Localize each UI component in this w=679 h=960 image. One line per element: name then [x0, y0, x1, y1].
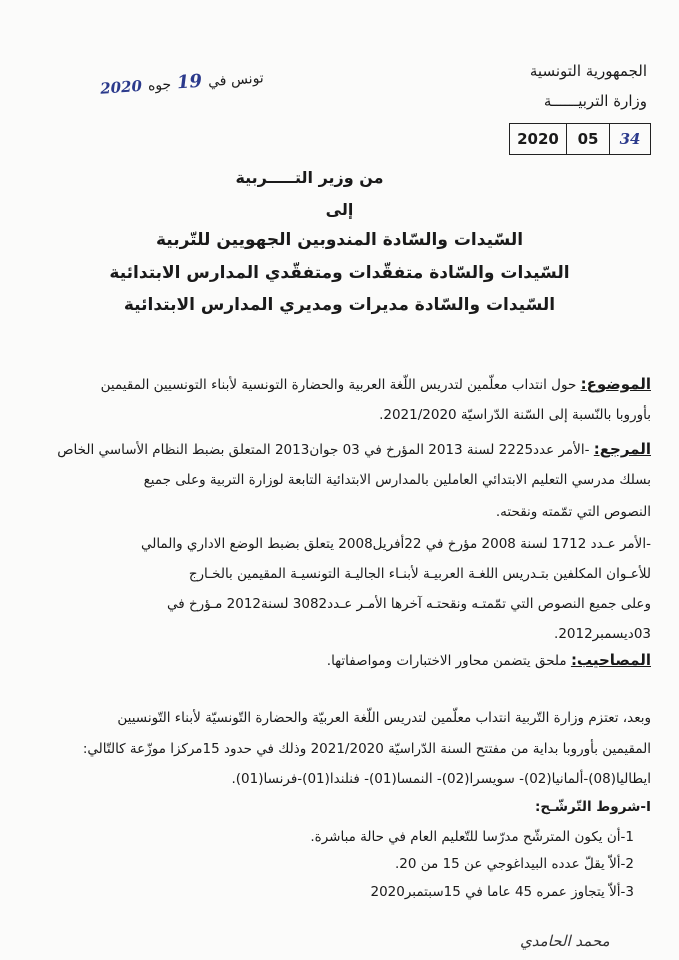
attachments-label: المصاحيب:: [570, 651, 651, 669]
reference-text-2: النصوص التي تمّمته ونقحته.: [495, 504, 651, 520]
body-line-0: وبعد، تعتزم وزارة التّربية انتداب معلّمين لتدريس اللّغة العربيّة والحضارة التّونسيّة لأبناء التّونسيين: [117, 710, 651, 726]
addressee-line-3: السّيدات والسّادة مديرات ومديري المدارس الابتدائية: [123, 295, 556, 315]
ref-year: 2020: [517, 130, 559, 148]
condition-item-1: 1-أن يكون المترشّح مدرّسا للتّعليم العام في حالة مباشرة.: [310, 829, 634, 845]
subject-text-2: بأوروبا بالنّسبة إلى السّنة الدّراسيّة 2021/2020.: [379, 407, 651, 423]
addressee-line-1: السّيدات والسّادة المندوبين الجهويين للتّربية: [155, 230, 524, 250]
ref-number: 34: [609, 124, 650, 154]
date-prefix: تونس في: [207, 70, 265, 91]
conditions-title: I-شروط التّرشّـح:: [534, 799, 651, 815]
reference-line-1: [27, 440, 651, 458]
sender: من وزير التـــــربية: [235, 168, 384, 187]
reference-text-3: -الأمر عـدد 1712 لسنة 2008 مؤرخ في 22أفريل2008 يتعلق بضبط الوضع الاداري والمالي: [140, 536, 651, 552]
attachments-line: [27, 651, 651, 669]
condition-item-3: 3-ألاّ يتجاوز عمره 45 عاما في 15سبتمبر2020: [370, 884, 634, 900]
date-day: 19: [176, 70, 203, 94]
reference-text-1: بسلك مدرسي التعليم الابتدائي العاملين بالمدارس الابتدائية التابعة لوزارة التربية وعلى جميع: [143, 472, 651, 488]
condition-item-2: 2-ألاّ يقلّ عدده البيداغوجي عن 15 من 20.: [395, 856, 634, 872]
reference-label: المرجع:: [593, 440, 651, 458]
ministry-name: وزارة التربيــــــة: [543, 92, 647, 110]
ref-month: 05: [566, 124, 609, 154]
to-label: إلى: [325, 200, 354, 219]
reference-number-box: [509, 123, 651, 155]
signature: محمد الحامدي: [520, 932, 610, 950]
date-month: جوه: [147, 76, 172, 95]
subject-label: الموضوع:: [580, 375, 651, 393]
reference-text-5: وعلى جميع النصوص التي تمّمتـه ونقحتـه آخرها الأمـر عـدد3082 لسنة2012 مـؤرخ في: [166, 596, 651, 612]
date-stamp: [99, 66, 264, 98]
subject-line-1: [27, 375, 651, 393]
reference-text-0: -الأمر عدد2225 لسنة 2013 المؤرخ في 03 جوان2013 المتعلق بضبط النظام الأساسي الخاص: [57, 442, 590, 458]
attachments-text: ملحق يتضمن محاور الاختبارات ومواصفاتها.: [326, 653, 567, 669]
body-line-1: المقيمين بأوروبا بداية من مفتتح السنة الدّراسيّة 2021/2020 وذلك في حدود 15مركزا موزّعة كالتّالي:: [82, 741, 651, 757]
reference-text-6: 03ديسمبر2012.: [554, 626, 651, 642]
reference-text-4: للأعـوان المكلفين بتـدريس اللغـة العربيـة لأبنـاء الجاليـة التونسيـة المقيمين بالخـارج: [188, 566, 651, 582]
addressee-line-2: السّيدات والسّادة متفقّدات ومتفقّدي المدارس الابتدائية: [109, 263, 570, 283]
subject-text-1: حول انتداب معلّمين لتدريس اللّغة العربية والحضارة التونسية لأبناء التونسيين المقيمين: [100, 377, 577, 393]
body-line-2: ايطاليا(08)-ألمانيا(02)- سويسرا(02)- النمسا(01)- فنلندا(01)-فرنسا(01).: [231, 771, 651, 787]
date-year: 2020: [99, 76, 143, 98]
republic-name: الجمهورية التونسية: [529, 62, 647, 80]
